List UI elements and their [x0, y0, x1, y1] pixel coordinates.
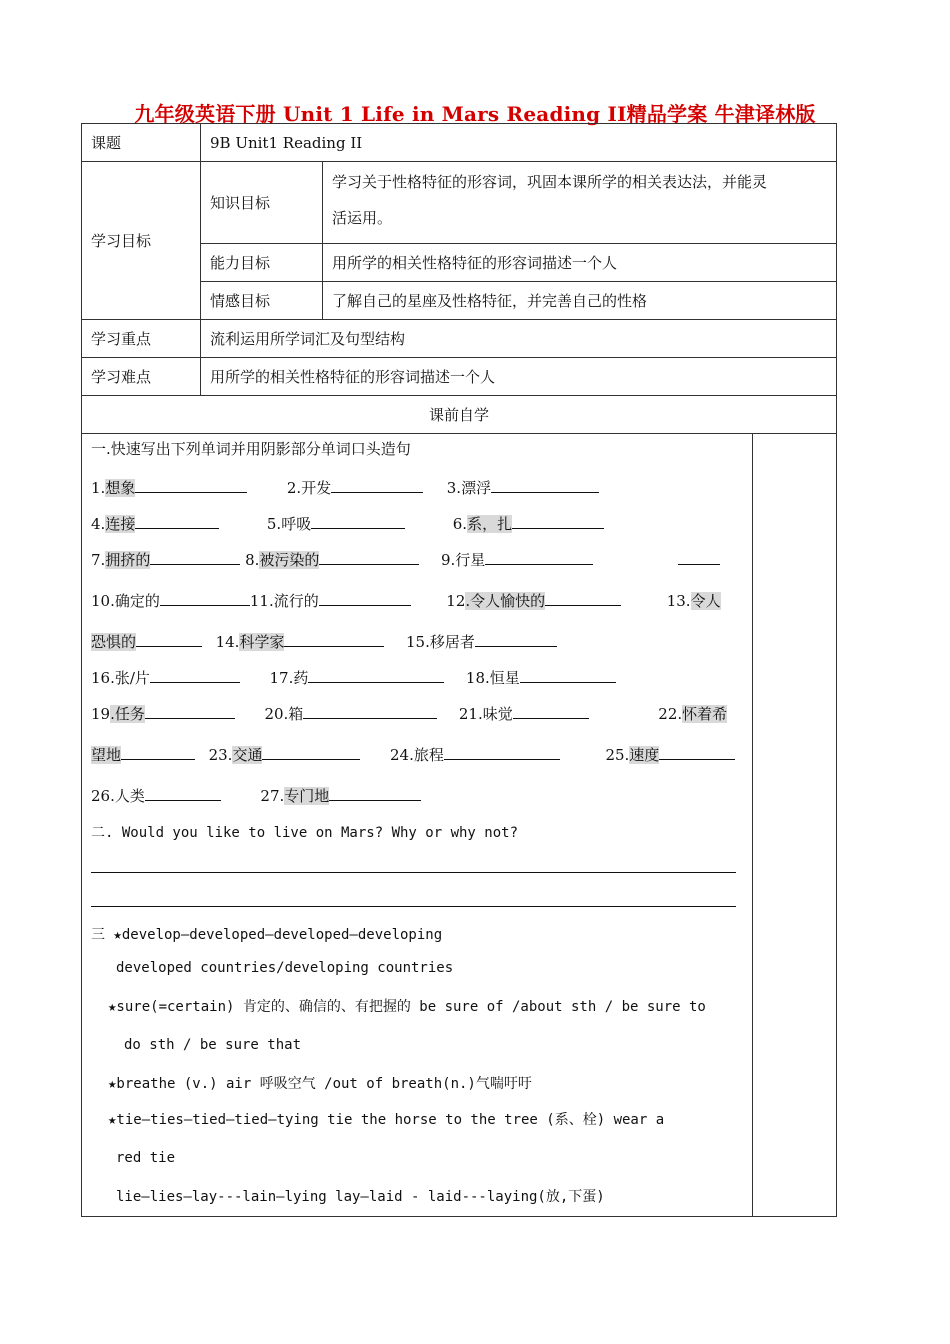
key-row	[82, 320, 837, 358]
item-22-blank[interactable]	[121, 743, 195, 760]
item-6-blank[interactable]	[512, 512, 604, 529]
preview-header-row	[82, 396, 837, 434]
item-9-extra-blank[interactable]	[678, 548, 720, 565]
item-9-blank[interactable]	[485, 548, 593, 565]
item-11-blank[interactable]	[319, 589, 411, 606]
item-26-blank[interactable]	[145, 784, 221, 801]
item-2-word: 2.开发	[286, 479, 332, 497]
vocab-row-3	[91, 548, 720, 570]
section3-line-5: ★breathe (v.) air 呼吸空气 /out of breath(n.)气喘吁吁	[108, 1076, 532, 1092]
item-21-word: 21.味觉	[458, 705, 513, 723]
section3-line-3: ★sure(=certain) 肯定的、确信的、有把握的 be sure of /about sth / be sure to	[108, 999, 706, 1015]
item-24-blank[interactable]	[444, 743, 560, 760]
key-label: 学习重点	[82, 320, 201, 358]
item-25-number: 25.	[605, 746, 630, 764]
knowledge-label: 知识目标	[201, 162, 323, 244]
item-3-blank[interactable]	[491, 476, 599, 493]
topic-label: 课题	[82, 124, 201, 162]
item-27-blank[interactable]	[329, 784, 421, 801]
item-26-word: 26.人类	[91, 787, 145, 805]
vocab-row-5	[91, 630, 557, 652]
item-18-word: 18.恒星	[465, 669, 520, 687]
item-12-word: .令人愉快的	[465, 592, 546, 610]
item-7-word: 拥挤的	[105, 551, 151, 569]
knowledge-line-2: 活运用。	[332, 209, 393, 227]
item-15-word: 15.移居者	[406, 633, 475, 651]
item-23-blank[interactable]	[262, 743, 360, 760]
item-1-number: 1.	[91, 479, 106, 497]
vocab-row-2	[91, 512, 604, 534]
section3-line-6: ★tie—ties—tied—tied—tying tie the horse to the tree (系、栓) wear a	[108, 1112, 665, 1128]
section3-line-2: developed countries/developing countries	[116, 960, 454, 976]
item-17-blank[interactable]	[308, 666, 444, 683]
exercise-row	[82, 434, 837, 1217]
item-13-blank[interactable]	[136, 630, 202, 647]
difficult-row	[82, 358, 837, 396]
item-24-word: 24.旅程	[390, 746, 444, 764]
item-13-number: 13.	[666, 592, 691, 610]
item-5-word: 5.呼吸	[266, 515, 312, 533]
item-16-word: 16.张/片	[91, 669, 150, 687]
vocab-row-8	[91, 743, 735, 765]
item-27-word: 专门地	[284, 787, 330, 805]
study-plan-table	[81, 123, 837, 1217]
item-4-blank[interactable]	[135, 512, 219, 529]
item-3-word: 3.漂浮	[446, 479, 492, 497]
item-18-blank[interactable]	[520, 666, 616, 683]
answer-line-2[interactable]	[91, 906, 736, 907]
item-20-blank[interactable]	[303, 702, 437, 719]
section3-line-1: 三 ★develop—developed—developed—developing	[91, 927, 443, 943]
vocab-row-4	[91, 589, 721, 611]
item-14-number: 14.	[215, 633, 240, 651]
section2-heading: 二. Would you like to live on Mars? Why or why not?	[91, 825, 519, 841]
topic-row	[82, 124, 837, 162]
difficult-label: 学习难点	[82, 358, 201, 396]
item-13-word-part1: 令人	[690, 592, 721, 610]
item-27-number: 27.	[260, 787, 285, 805]
preview-header: 课前自学	[82, 396, 837, 434]
item-4-number: 4.	[91, 515, 106, 533]
item-7-blank[interactable]	[150, 548, 240, 565]
item-22-word-part2: 望地	[91, 746, 122, 764]
item-12-blank[interactable]	[545, 589, 621, 606]
item-5-blank[interactable]	[311, 512, 405, 529]
emotion-label: 情感目标	[201, 282, 323, 320]
item-1-blank[interactable]	[135, 476, 247, 493]
item-23-word: 交通	[232, 746, 263, 764]
item-17-word: 17.药	[269, 669, 309, 687]
item-19-blank[interactable]	[145, 702, 235, 719]
item-1-word: 想象	[105, 479, 136, 497]
item-11-word: 11.流行的	[249, 592, 319, 610]
item-13-word-part2: 恐惧的	[91, 633, 137, 651]
vocab-row-9	[91, 784, 421, 806]
vocab-row-1	[91, 476, 599, 498]
knowledge-line-1: 学习关于性格特征的形容词，巩固本课所学的相关表达法，并能灵	[332, 173, 768, 191]
item-25-word: 速度	[629, 746, 660, 764]
vocab-row-7	[91, 702, 727, 724]
item-16-blank[interactable]	[150, 666, 240, 683]
item-12-number: 12	[446, 592, 466, 610]
item-8-word: 被污染的	[259, 551, 320, 569]
item-20-word: 20.箱	[264, 705, 304, 723]
ability-label: 能力目标	[201, 244, 323, 282]
topic-value: 9B Unit1 Reading II	[201, 124, 837, 162]
item-25-blank[interactable]	[659, 743, 735, 760]
section3-line-7: red tie	[116, 1150, 176, 1166]
section3-line-8: lie—lies—lay---lain—lying lay—laid - laid---laying(放,下蛋)	[116, 1189, 605, 1205]
vocab-row-6	[91, 666, 616, 688]
item-14-word: 科学家	[239, 633, 285, 651]
item-2-blank[interactable]	[331, 476, 423, 493]
item-6-number: 6.	[452, 515, 468, 533]
item-23-number: 23.	[208, 746, 233, 764]
item-8-number: 8.	[245, 551, 260, 569]
ability-value: 用所学的相关性格特征的形容词描述一个人	[323, 244, 837, 282]
item-4-word: 连接	[105, 515, 136, 533]
item-21-blank[interactable]	[513, 702, 589, 719]
item-14-blank[interactable]	[284, 630, 384, 647]
item-8-blank[interactable]	[319, 548, 419, 565]
key-value: 流利运用所学词汇及句型结构	[201, 320, 837, 358]
knowledge-row	[82, 162, 837, 244]
goals-label: 学习目标	[82, 162, 201, 320]
exercise-cell	[82, 434, 753, 1217]
emotion-value: 了解自己的星座及性格特征，并完善自己的性格	[323, 282, 837, 320]
item-22-word-part1: 怀着希	[682, 705, 728, 723]
section3-line-4: do sth / be sure that	[124, 1037, 302, 1053]
section1-heading: 一.快速写出下列单词并用阴影部分单词口头造句	[91, 440, 411, 458]
knowledge-value	[323, 162, 837, 244]
item-7-number: 7.	[91, 551, 106, 569]
item-15-blank[interactable]	[475, 630, 557, 647]
item-10-word: 10.确定的	[91, 592, 160, 610]
item-22-number: 22.	[658, 705, 683, 723]
item-10-blank[interactable]	[160, 589, 250, 606]
document-title: 九年级英语下册 Unit 1 Life in Mars Reading II精品学案 牛津译林版	[134, 102, 816, 126]
answer-line-1[interactable]	[91, 872, 736, 873]
item-19-number: 19	[91, 705, 111, 723]
item-6-word: 系，扎	[467, 515, 513, 533]
item-19-word: .任务	[110, 705, 145, 723]
notes-column	[753, 434, 837, 1217]
difficult-value: 用所学的相关性格特征的形容词描述一个人	[201, 358, 837, 396]
item-9-word: 9.行星	[441, 551, 486, 569]
